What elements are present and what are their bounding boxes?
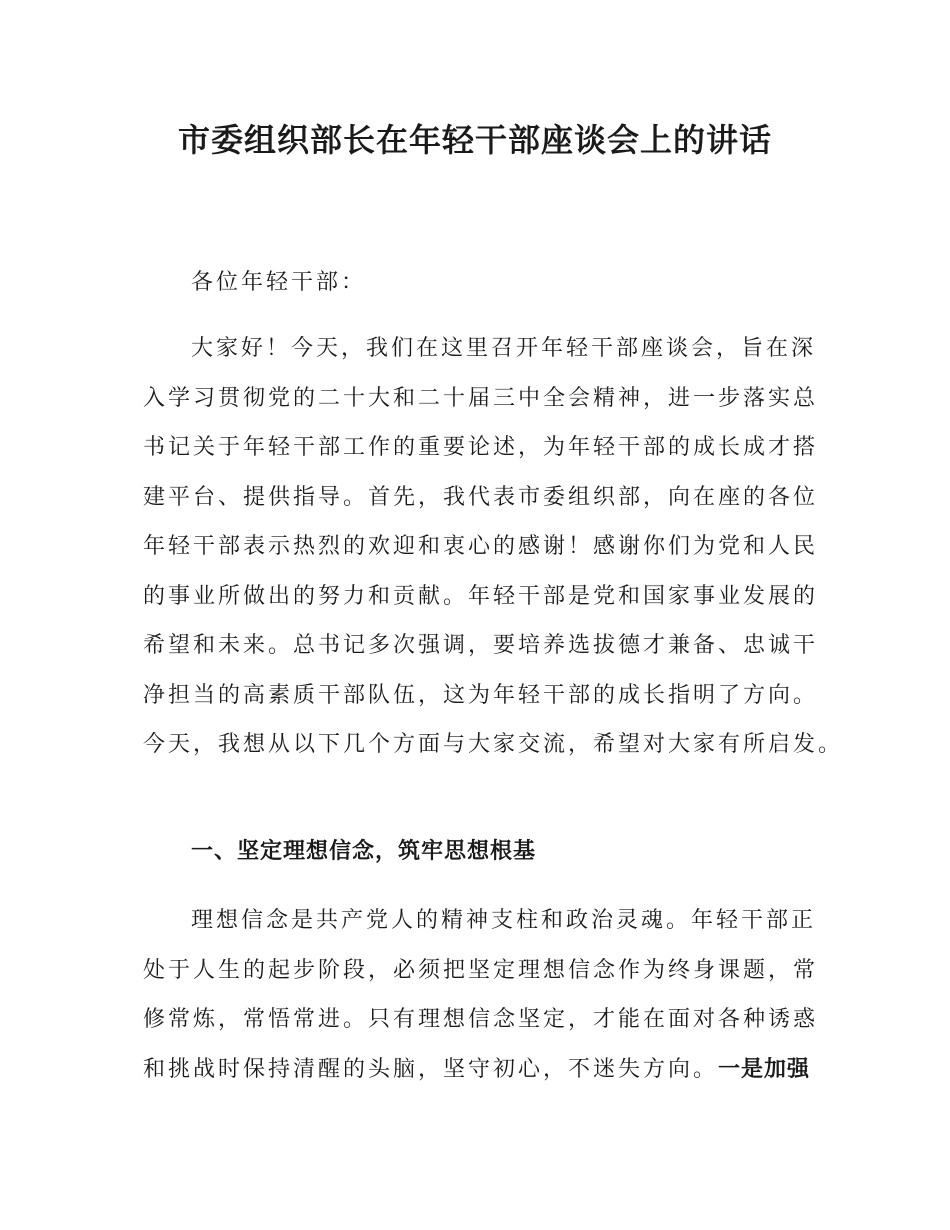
intro-line: 希望和未来。总书记多次强调，要培养选拔德才兼备、忠诚干 [143,633,819,658]
section-line-plain: 和挑战时保持清醒的头脑，坚守初心，不迷失方向。 [143,1056,719,1082]
section-paragraph [143,896,819,1094]
section-line-bold: 一是加强 [718,1056,811,1082]
document-title: 市委组织部长在年轻干部座谈会上的讲话 [177,121,772,159]
section-line: 理想信念是共产党人的精神支柱和政治灵魂。年轻干部正 [191,908,817,933]
section-line-last [143,1045,815,1095]
section-line: 处于人生的起步阶段，必须把坚定理想信念作为终身课题，常 [143,957,819,983]
section-heading: 一、坚定理想信念，筑牢思想根基 [191,839,537,864]
intro-line: 年轻干部表示热烈的欢迎和衷心的感谢！感谢你们为党和人民 [143,534,819,559]
intro-line: 大家好！今天，我们在这里召开年轻干部座谈会，旨在深 [191,336,817,361]
intro-line: 今天，我想从以下几个方面与大家交流，希望对大家有所启发。 [143,732,844,757]
intro-line: 书记关于年轻干部工作的重要论述，为年轻干部的成长成才搭 [143,435,819,460]
salutation: 各位年轻干部： [191,270,367,295]
intro-line: 的事业所做出的努力和贡献。年轻干部是党和国家事业发展的 [143,583,819,609]
intro-paragraph [143,324,844,770]
intro-line: 入学习贯彻党的二十大和二十届三中全会精神，进一步落实总 [143,385,819,411]
intro-line: 净担当的高素质干部队伍，这为年轻干部的成长指明了方向。 [143,682,819,708]
section-line: 修常炼，常悟常进。只有理想信念坚定，才能在面对各种诱惑 [143,1007,819,1032]
intro-line: 建平台、提供指导。首先，我代表市委组织部，向在座的各位 [143,484,819,510]
